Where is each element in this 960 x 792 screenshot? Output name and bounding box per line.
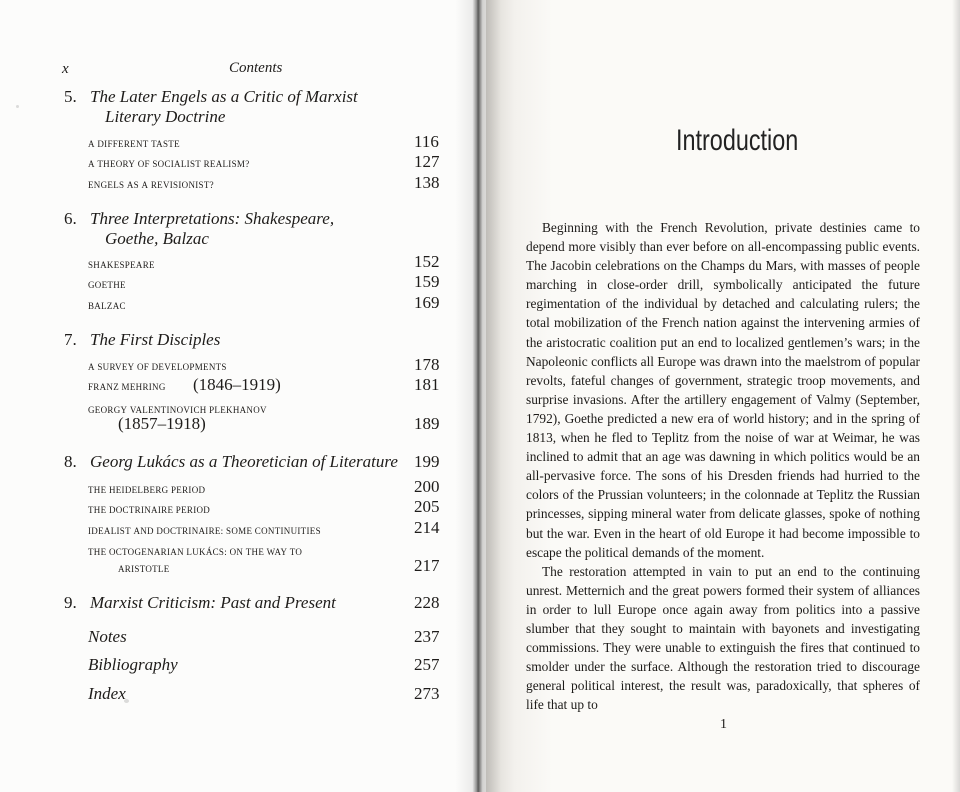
section-entry: the octogenarian lukács: on the way to: [88, 543, 303, 558]
section-entry: shakespeare: [88, 256, 155, 271]
page-ref: 189: [414, 414, 440, 433]
chapter-number: 6.: [64, 209, 77, 228]
section-entry: the doctrinaire period: [88, 501, 211, 516]
chapter-title: Three Interpretations: Shakespeare,: [90, 209, 335, 228]
chapter-number: 5.: [64, 87, 77, 106]
section-entry: a different taste: [88, 135, 180, 150]
section-entry: engels as a revisionist?: [88, 176, 214, 191]
chapter-title: The Later Engels as a Critic of Marxist: [90, 87, 358, 106]
running-head: Contents: [229, 60, 283, 76]
page-ref: 127: [414, 152, 440, 171]
book-gutter: [455, 0, 501, 792]
contents-page: [0, 0, 478, 792]
page-ref: 273: [414, 684, 440, 703]
page-ref: 228: [414, 593, 440, 612]
section-entry: balzac: [88, 297, 126, 312]
chapter-heading: Introduction: [676, 124, 799, 157]
page-ref: 152: [414, 252, 440, 271]
chapter-number: 7.: [64, 330, 77, 349]
ink-speck: [124, 699, 129, 703]
paragraph: Beginning with the French Revolution, private destinies came to depend more visibly than ever before on all-encompassing public events. The Jacobin celebrations on the Champs du Mars, with masses of people marching in close-order drill, symbolically anticipated the future regimentation of the individual by detached and calculating rulers; the total mobilization of the French nation against the intervening armies of the aristocratic coalition put an end to localized gentlemen’s wars; in the Napoleonic conflicts all Europe was drawn into the maelstrom of popular revolts, fateful changes of government, strategic troop movements, and surprise invasions. After the artillery engagement of Valmy (September, 1792), Goethe predicted a new era of world history; and in the spring of 1813, when he fled to Teplitz from the noise of war at Weimar, he was inclined to admit that an age was dawning in which politics would be an all-pervasive force. The sons of his Dresden friends had hurried to the colors of the Prussian volunteers; in the colonnade at Teplitz the Russian princesses, sipping mineral water from delicate glasses, spoke of nothing but the war. Even in the heart of old Europe it had become impossible to escape the political demands of the moment.: [526, 220, 920, 560]
page-ref: 138: [414, 173, 440, 192]
section-entry: georgy valentinovich plekhanov: [88, 401, 267, 416]
page-ref: 178: [414, 355, 440, 374]
chapter-number: 9.: [64, 593, 77, 612]
page-edge-shadow: [952, 0, 960, 792]
section-dates: (1857–1918): [118, 414, 206, 433]
section-entry: franz mehring: [88, 378, 166, 393]
page-number: 1: [720, 717, 727, 732]
chapter-title: Marxist Criticism: Past and Present: [90, 593, 336, 612]
page-ref: 199: [414, 452, 440, 471]
page-ref: 181: [414, 375, 440, 394]
page-ref: 205: [414, 497, 440, 516]
section-entry: idealist and doctrinaire: some continuities: [88, 522, 321, 537]
back-matter-entry: Bibliography: [88, 655, 178, 674]
section-entry-continued: aristotle: [118, 560, 170, 575]
section-entry: a survey of developments: [88, 358, 227, 373]
section-entry: the heidelberg period: [88, 481, 206, 496]
chapter-title-continued: Goethe, Balzac: [105, 229, 209, 248]
page-ref: 217: [414, 556, 440, 575]
page-ref: 214: [414, 518, 440, 537]
page-ref: 257: [414, 655, 440, 674]
page-ref: 237: [414, 627, 440, 646]
chapter-number: 8.: [64, 452, 77, 471]
section-entry: goethe: [88, 276, 126, 291]
ink-speck: [16, 105, 19, 108]
back-matter-entry: Notes: [88, 627, 127, 646]
section-entry: a theory of socialist realism?: [88, 155, 250, 170]
page-ref: 116: [414, 132, 439, 151]
chapter-title-continued: Literary Doctrine: [105, 107, 226, 126]
back-matter-entry: Index: [88, 684, 126, 703]
page-ref: 159: [414, 272, 440, 291]
page-ref: 200: [414, 477, 440, 496]
paragraph: The restoration attempted in vain to put an end to the continuing unrest. Metternich and the great powers formed their system of alliances in order to lull Europe once again away from politics into a passive slumber that they sought to maintain with bayonets and investigating commissions. They were unable to extinguish the fires that continued to smolder under the surface. Although the restoration tried to discourage general political interest, the result was, paradoxically, that spheres of life that up to: [526, 563, 920, 713]
chapter-title: Georg Lukács as a Theoretician of Literature: [90, 452, 398, 471]
page-ref: 169: [414, 293, 440, 312]
body-text: [526, 218, 920, 714]
folio-number: x: [62, 61, 69, 77]
section-dates: (1846–1919): [193, 375, 281, 394]
chapter-title: The First Disciples: [90, 330, 221, 349]
